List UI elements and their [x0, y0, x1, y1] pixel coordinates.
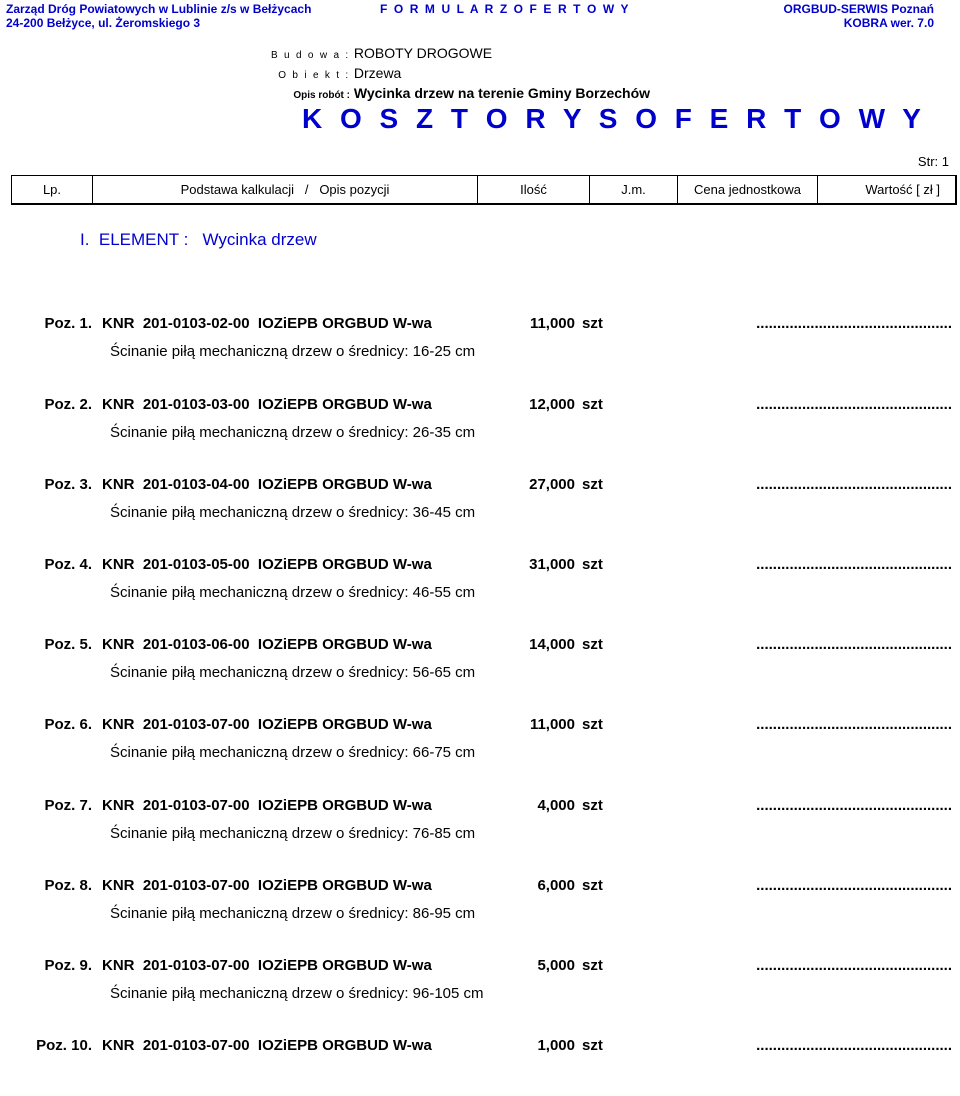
meta-budowa-value: ROBOTY DROGOWE	[353, 45, 493, 61]
position-code: KNR 201-0103-02-00 IOZiEPB ORGBUD W-wa	[102, 315, 432, 332]
header-left	[6, 2, 311, 30]
table-row	[0, 555, 960, 615]
position-code: KNR 201-0103-07-00 IOZiEPB ORGBUD W-wa	[102, 877, 432, 894]
position-unit: szt	[582, 396, 603, 413]
table-row	[0, 395, 960, 455]
position-value-placeholder: ...............................................	[756, 877, 952, 894]
col-unit: J.m.	[589, 176, 677, 204]
header-address: 24-200 Bełżyce, ul. Żeromskiego 3	[6, 16, 201, 30]
position-code: KNR 201-0103-03-00 IOZiEPB ORGBUD W-wa	[102, 396, 432, 413]
position-number: Poz. 4.	[44, 556, 92, 573]
meta-budowa-label: B u d o w a :	[271, 50, 350, 61]
meta-obiekt	[0, 64, 401, 85]
position-quantity: 11,000	[529, 315, 575, 332]
position-number: Poz. 5.	[44, 636, 92, 653]
position-quantity: 11,000	[529, 716, 575, 733]
position-description: Ścinanie piłą mechaniczną drzew o średnicy: 66-75 cm	[110, 744, 476, 761]
position-code: KNR 201-0103-07-00 IOZiEPB ORGBUD W-wa	[102, 716, 432, 733]
header-form-title: F O R M U L A R Z O F E R T O W Y	[380, 2, 631, 16]
col-value: Wartość [ zł ]	[817, 176, 956, 204]
table-row	[0, 796, 960, 856]
position-value-placeholder: ...............................................	[756, 716, 952, 733]
position-code: KNR 201-0103-05-00 IOZiEPB ORGBUD W-wa	[102, 556, 432, 573]
position-quantity: 6,000	[537, 877, 575, 894]
position-code: KNR 201-0103-07-00 IOZiEPB ORGBUD W-wa	[102, 797, 432, 814]
col-qty: Ilość	[477, 176, 589, 204]
meta-opis-label: Opis robót :	[293, 90, 350, 101]
position-value-placeholder: ...............................................	[756, 315, 952, 332]
position-value-placeholder: ...............................................	[756, 636, 952, 653]
header-right	[784, 2, 934, 30]
table-row	[0, 1036, 960, 1096]
position-unit: szt	[582, 797, 603, 814]
table-row	[0, 635, 960, 695]
position-unit: szt	[582, 877, 603, 894]
col-unit-price: Cena jednostkowa	[677, 176, 817, 204]
position-unit: szt	[582, 716, 603, 733]
position-number: Poz. 10.	[36, 1037, 92, 1054]
position-description: Ścinanie piłą mechaniczną drzew o średnicy: 26-35 cm	[110, 424, 476, 441]
position-quantity: 1,000	[537, 1037, 575, 1054]
header-institution: Zarząd Dróg Powiatowych w Lublinie z/s w Bełżycach	[6, 2, 312, 16]
position-quantity: 14,000	[529, 636, 575, 653]
table-header	[11, 175, 957, 205]
position-description: Ścinanie piłą mechaniczną drzew o średnicy: 16-25 cm	[110, 343, 476, 360]
position-number: Poz. 3.	[44, 476, 92, 493]
position-code: KNR 201-0103-04-00 IOZiEPB ORGBUD W-wa	[102, 476, 432, 493]
table-row	[0, 715, 960, 775]
position-number: Poz. 8.	[44, 877, 92, 894]
page-number: Str: 1	[917, 154, 949, 169]
position-description: Ścinanie piłą mechaniczną drzew o średnicy: 56-65 cm	[110, 664, 476, 681]
position-quantity: 5,000	[537, 957, 575, 974]
position-description: Ścinanie piłą mechaniczną drzew o średnicy: 76-85 cm	[110, 825, 476, 842]
position-value-placeholder: ...............................................	[756, 556, 952, 573]
position-unit: szt	[582, 315, 603, 332]
position-number: Poz. 6.	[44, 716, 92, 733]
meta-budowa	[0, 44, 492, 65]
position-quantity: 31,000	[529, 556, 575, 573]
position-quantity: 27,000	[529, 476, 575, 493]
col-lp: Lp.	[42, 182, 62, 197]
meta-obiekt-value: Drzewa	[353, 65, 402, 81]
position-description: Ścinanie piłą mechaniczną drzew o średnicy: 36-45 cm	[110, 504, 476, 521]
document-title: K O S Z T O R Y S O F E R T O W Y	[302, 103, 926, 134]
position-code: KNR 201-0103-07-00 IOZiEPB ORGBUD W-wa	[102, 1037, 432, 1054]
meta-obiekt-label: O b i e k t :	[278, 70, 350, 81]
position-code: KNR 201-0103-06-00 IOZiEPB ORGBUD W-wa	[102, 636, 432, 653]
position-number: Poz. 2.	[44, 396, 92, 413]
position-quantity: 4,000	[537, 797, 575, 814]
position-value-placeholder: ...............................................	[756, 797, 952, 814]
position-value-placeholder: ...............................................	[756, 476, 952, 493]
position-unit: szt	[582, 957, 603, 974]
position-code: KNR 201-0103-07-00 IOZiEPB ORGBUD W-wa	[102, 957, 432, 974]
position-description: Ścinanie piłą mechaniczną drzew o średnicy: 46-55 cm	[110, 584, 476, 601]
position-unit: szt	[582, 476, 603, 493]
position-unit: szt	[582, 1037, 603, 1054]
position-description: Ścinanie piłą mechaniczną drzew o średnicy: 86-95 cm	[110, 905, 476, 922]
position-value-placeholder: ...............................................	[756, 1037, 952, 1054]
position-value-placeholder: ...............................................	[756, 396, 952, 413]
table-row	[0, 314, 960, 374]
position-quantity: 12,000	[529, 396, 575, 413]
position-number: Poz. 7.	[44, 797, 92, 814]
header-software: ORGBUD-SERWIS Poznań	[783, 2, 934, 16]
position-number: Poz. 1.	[44, 315, 92, 332]
table-row	[0, 956, 960, 1016]
meta-opis-value: Wycinka drzew na terenie Gminy Borzechów	[353, 85, 651, 101]
position-number: Poz. 9.	[44, 957, 92, 974]
element-heading: I. ELEMENT : Wycinka drzew	[80, 230, 317, 249]
table-row	[0, 475, 960, 535]
table-row	[0, 876, 960, 936]
position-value-placeholder: ...............................................	[756, 957, 952, 974]
position-unit: szt	[582, 556, 603, 573]
position-description: Ścinanie piłą mechaniczną drzew o średnicy: 96-105 cm	[110, 985, 484, 1002]
col-basis: Podstawa kalkulacji / Opis pozycji	[92, 176, 477, 204]
position-unit: szt	[582, 636, 603, 653]
header-version: KOBRA wer. 7.0	[843, 16, 934, 30]
